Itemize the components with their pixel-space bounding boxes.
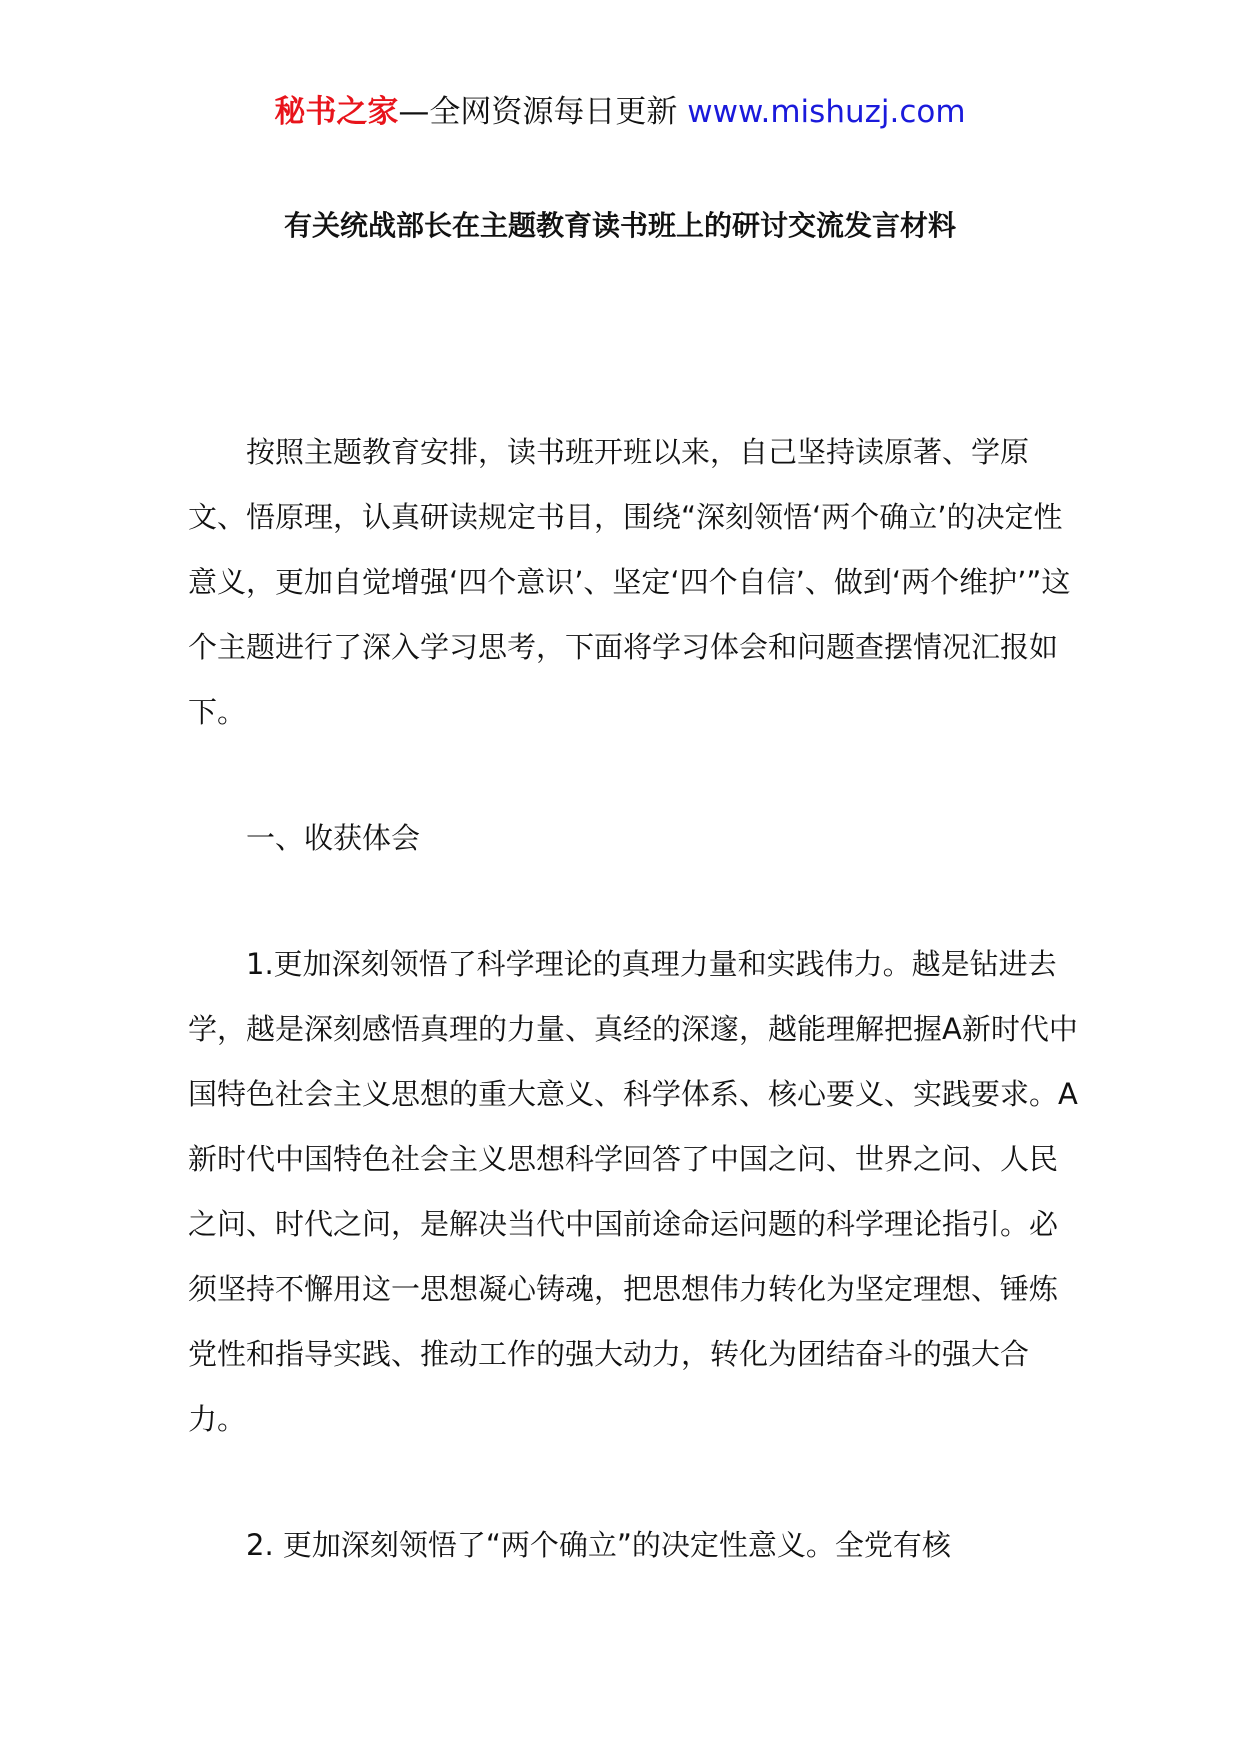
document-body [188, 420, 1078, 1578]
site-url-link[interactable]: www.mishuzj.com [687, 94, 966, 130]
site-tagline: —全网资源每日更新 [398, 94, 688, 130]
point-1-paragraph: 1.更加深刻领悟了科学理论的真理力量和实践伟力。越是钻进去学，越是深刻感悟真理的力量、真经的深邃，越能理解把握A新时代中国特色社会主义思想的重大意义、科学体系、核心要义、实践要求。A新时代中国特色社会主义思想科学回答了中国之问、世界之问、人民之问、时代之问，是解决当代中国前途命运问题的科学理论指引。必须坚持不懈用这一思想凝心铸魂，把思想伟力转化为坚定理想、锤炼党性和指导实践、推动工作的强大动力，转化为团结奋斗的强大合力。 [188, 947, 1078, 1436]
intro-paragraph: 按照主题教育安排，读书班开班以来，自己坚持读原著、学原文、悟原理，认真研读规定书目，围绕“深刻领悟‘两个确立’的决定性意义，更加自觉增强‘四个意识’、坚定‘四个自信’、做到‘两个维护’”这个主题进行了深入学习思考，下面将学习体会和问题查摆情况汇报如下。 [188, 435, 1071, 729]
document-title: 有关统战部长在主题教育读书班上的研讨交流发言材料 [283, 209, 956, 242]
point-2-paragraph: 2. 更加深刻领悟了“两个确立”的决定性意义。全党有核 [246, 1528, 951, 1562]
site-brand: 秘书之家 [274, 94, 399, 130]
site-header [0, 92, 1240, 132]
section-heading-harvest: 一、收获体会 [246, 821, 421, 855]
